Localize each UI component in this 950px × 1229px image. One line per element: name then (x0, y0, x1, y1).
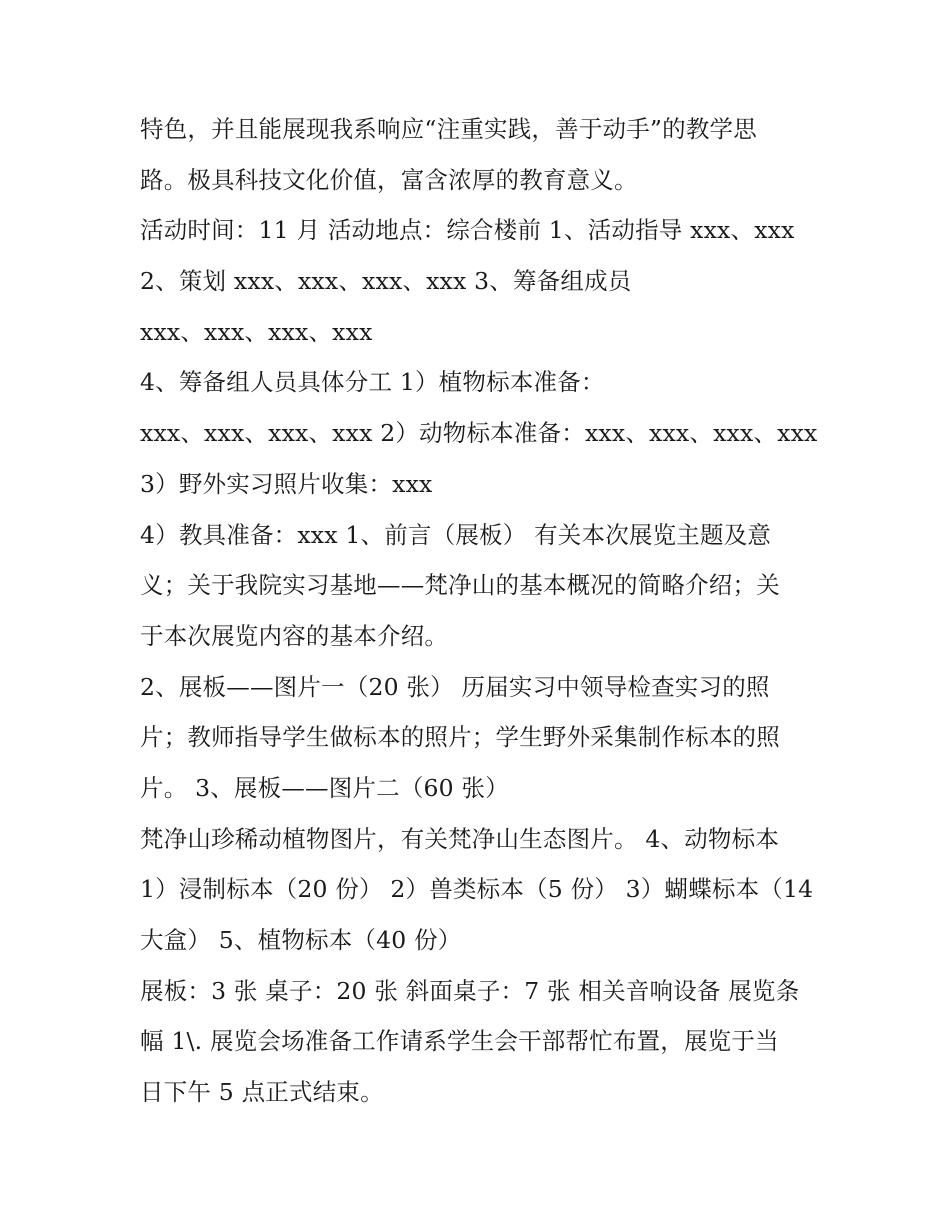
text-line: 展板：3 张 桌子：20 张 斜面桌子：7 张 相关音响设备 展览条 (140, 976, 800, 1005)
text-line: 大盒） 5、植物标本（40 份） (140, 926, 462, 954)
text-line: 4、筹备组人员具体分工 1）植物标本准备： (140, 368, 605, 397)
text-line: 幅 1\. 展览会场准备工作请系学生会干部帮忙布置，展览于当 (140, 1027, 779, 1056)
text-line: 于本次展览内容的基本介绍。 (140, 621, 449, 650)
text-line: 3）野外实习照片收集：xxx (140, 469, 433, 498)
text-line: 活动时间：11 月 活动地点：综合楼前 1、活动指导 xxx、xxx (140, 216, 795, 245)
text-line: 2、策划 xxx、xxx、xxx、xxx 3、筹备组成员 (140, 267, 632, 296)
text-line: 4）教具准备：xxx 1、前言（展板） 有关本次展览主题及意 (140, 520, 772, 549)
text-line: 特色，并且能展现我系响应“注重实践，善于动手”的教学思 (140, 115, 757, 143)
text-line: 2、展板——图片一（20 张） 历届实习中领导检查实习的照 (140, 672, 770, 701)
text-line: 1）浸制标本（20 份） 2）兽类标本（5 份） 3）蝴蝶标本（14 (140, 875, 814, 904)
text-line: 义；关于我院实习基地——梵净山的基本概况的简略介绍；关 (140, 571, 780, 600)
text-line: 片。 3、展板——图片二（60 张） (140, 773, 509, 802)
document-body (140, 104, 820, 1118)
text-line: xxx、xxx、xxx、xxx (140, 317, 373, 346)
text-line: 日下午 5 点正式结束。 (140, 1078, 384, 1107)
text-line: 路。极具科技文化价值，富含浓厚的教育意义。 (140, 165, 638, 194)
text-line: 片；教师指导学生做标本的照片；学生野外采集制作标本的照 (140, 723, 780, 752)
text-line: 梵净山珍稀动植物图片，有关梵净山生态图片。 4、动物标本 (140, 824, 780, 853)
text-line: xxx、xxx、xxx、xxx 2）动物标本准备：xxx、xxx、xxx、xxx (140, 419, 818, 448)
